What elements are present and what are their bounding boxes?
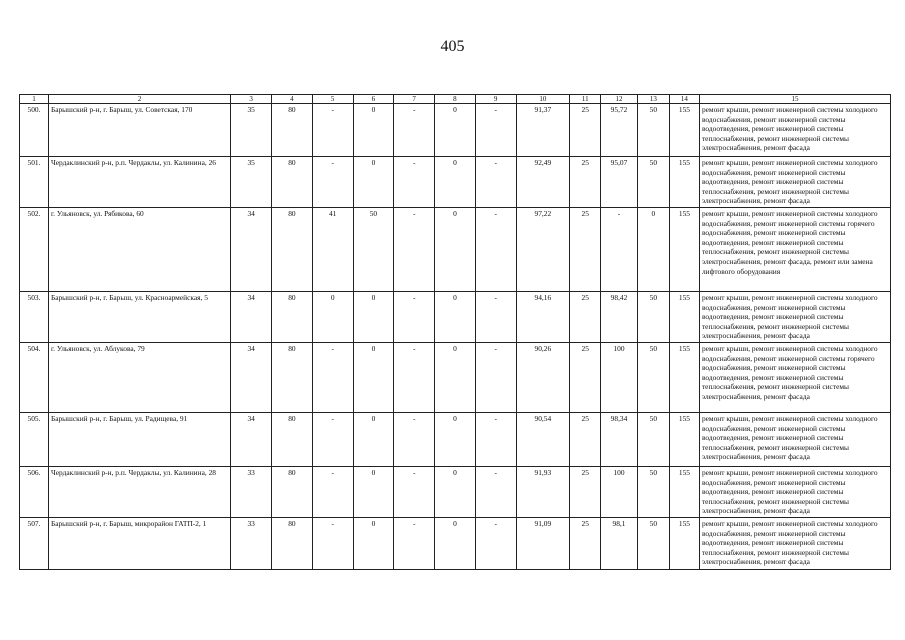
col-11-cell: 25 [570, 342, 601, 412]
page-number: 405 [440, 38, 465, 55]
table-row [20, 412, 891, 466]
address-cell: Барышский р-н, г. Барыш, ул. Советская, 170 [48, 104, 230, 157]
column-index-1: 1 [20, 95, 49, 104]
col-5-cell: - [312, 517, 353, 569]
col-9-cell: - [475, 466, 516, 517]
column-index-9: 9 [475, 95, 516, 104]
col-11-cell: 25 [570, 466, 601, 517]
repair-works-cell: ремонт крыши, ремонт инженерной системы холодного водоснабжения, ремонт инженерной системы водоотведения, ремонт инженерной системы теплоснабжения, ремонт инженерной системы электроснабжения, ремонт фасада [699, 412, 890, 466]
column-index-13: 13 [637, 95, 669, 104]
col-10-cell: 91,37 [516, 104, 570, 157]
col-6-cell: 0 [353, 104, 394, 157]
col-6-cell: 0 [353, 466, 394, 517]
col-5-cell: - [312, 466, 353, 517]
col-4-cell: 80 [272, 517, 313, 569]
col-12-cell: 95,72 [601, 104, 637, 157]
col-9-cell: - [475, 157, 516, 208]
table-row [20, 207, 891, 291]
row-number-cell: 506. [20, 466, 49, 517]
col-7-cell: - [394, 104, 435, 157]
col-12-cell: - [601, 207, 637, 291]
col-5-cell: - [312, 342, 353, 412]
col-14-cell: 155 [669, 207, 699, 291]
address-cell: Чердаклинский р-н, р.п. Чердаклы, ул. Калинина, 28 [48, 466, 230, 517]
col-4-cell: 80 [272, 412, 313, 466]
column-index-8: 8 [435, 95, 476, 104]
col-7-cell: - [394, 466, 435, 517]
address-cell: г. Ульяновск, ул. Аблукова, 79 [48, 342, 230, 412]
col-14-cell: 155 [669, 412, 699, 466]
col-8-cell: 0 [435, 466, 476, 517]
capital-repair-table [19, 94, 891, 570]
col-14-cell: 155 [669, 291, 699, 342]
address-cell: Барышский р-н, г. Барыш, микрорайон ГАТП-2, 1 [48, 517, 230, 569]
col-9-cell: - [475, 517, 516, 569]
col-6-cell: 50 [353, 207, 394, 291]
col-10-cell: 92,49 [516, 157, 570, 208]
column-index-row [20, 95, 891, 104]
column-index-3: 3 [231, 95, 272, 104]
repair-works-cell: ремонт крыши, ремонт инженерной системы холодного водоснабжения, ремонт инженерной системы водоотведения, ремонт инженерной системы теплоснабжения, ремонт инженерной системы электроснабжения, ремонт фасада [699, 157, 890, 208]
col-8-cell: 0 [435, 291, 476, 342]
col-10-cell: 91,09 [516, 517, 570, 569]
col-11-cell: 25 [570, 517, 601, 569]
repair-works-cell: ремонт крыши, ремонт инженерной системы холодного водоснабжения, ремонт инженерной системы водоотведения, ремонт инженерной системы теплоснабжения, ремонт инженерной системы электроснабжения, ремонт фасада [699, 291, 890, 342]
col-4-cell: 80 [272, 207, 313, 291]
col-3-cell: 34 [231, 291, 272, 342]
col-4-cell: 80 [272, 291, 313, 342]
col-6-cell: 0 [353, 291, 394, 342]
col-10-cell: 90,54 [516, 412, 570, 466]
col-12-cell: 98,42 [601, 291, 637, 342]
col-7-cell: - [394, 291, 435, 342]
repair-works-cell: ремонт крыши, ремонт инженерной системы холодного водоснабжения, ремонт инженерной системы горячего водоснабжения, ремонт инженерной системы водоотведения, ремонт инженерной системы теплоснабжения, ремонт инженерной системы электроснабжения, ремонт фасада, ремонт или замена лифтового оборудования [699, 207, 890, 291]
col-11-cell: 25 [570, 104, 601, 157]
row-number-cell: 501. [20, 157, 49, 208]
col-6-cell: 0 [353, 157, 394, 208]
col-5-cell: - [312, 412, 353, 466]
col-3-cell: 35 [231, 157, 272, 208]
col-7-cell: - [394, 412, 435, 466]
col-9-cell: - [475, 342, 516, 412]
col-4-cell: 80 [272, 466, 313, 517]
col-9-cell: - [475, 104, 516, 157]
row-number-cell: 503. [20, 291, 49, 342]
col-13-cell: 50 [637, 412, 669, 466]
col-3-cell: 34 [231, 207, 272, 291]
column-index-11: 11 [570, 95, 601, 104]
row-number-cell: 500. [20, 104, 49, 157]
repair-works-cell: ремонт крыши, ремонт инженерной системы холодного водоснабжения, ремонт инженерной системы водоотведения, ремонт инженерной системы теплоснабжения, ремонт инженерной системы электроснабжения, ремонт фасада [699, 104, 890, 157]
row-number-cell: 507. [20, 517, 49, 569]
col-5-cell: - [312, 157, 353, 208]
col-14-cell: 155 [669, 104, 699, 157]
col-7-cell: - [394, 342, 435, 412]
col-10-cell: 90,26 [516, 342, 570, 412]
col-5-cell: 41 [312, 207, 353, 291]
col-13-cell: 50 [637, 466, 669, 517]
column-index-2: 2 [48, 95, 230, 104]
col-8-cell: 0 [435, 104, 476, 157]
col-8-cell: 0 [435, 207, 476, 291]
row-number-cell: 502. [20, 207, 49, 291]
column-index-7: 7 [394, 95, 435, 104]
col-3-cell: 34 [231, 342, 272, 412]
col-11-cell: 25 [570, 207, 601, 291]
col-7-cell: - [394, 207, 435, 291]
col-9-cell: - [475, 412, 516, 466]
column-index-15: 15 [699, 95, 890, 104]
col-7-cell: - [394, 157, 435, 208]
column-index-4: 4 [272, 95, 313, 104]
col-14-cell: 155 [669, 517, 699, 569]
col-5-cell: 0 [312, 291, 353, 342]
col-9-cell: - [475, 207, 516, 291]
col-12-cell: 100 [601, 342, 637, 412]
col-6-cell: 0 [353, 517, 394, 569]
col-13-cell: 50 [637, 104, 669, 157]
address-cell: Чердаклинский р-н, р.п. Чердаклы, ул. Калинина, 26 [48, 157, 230, 208]
table-body [20, 95, 891, 570]
col-14-cell: 155 [669, 466, 699, 517]
col-11-cell: 25 [570, 412, 601, 466]
col-5-cell: - [312, 104, 353, 157]
col-8-cell: 0 [435, 342, 476, 412]
row-number-cell: 505. [20, 412, 49, 466]
column-index-6: 6 [353, 95, 394, 104]
col-6-cell: 0 [353, 412, 394, 466]
col-13-cell: 50 [637, 157, 669, 208]
col-8-cell: 0 [435, 412, 476, 466]
col-11-cell: 25 [570, 157, 601, 208]
column-index-14: 14 [669, 95, 699, 104]
repair-works-cell: ремонт крыши, ремонт инженерной системы холодного водоснабжения, ремонт инженерной системы водоотведения, ремонт инженерной системы теплоснабжения, ремонт инженерной системы электроснабжения, ремонт фасада [699, 466, 890, 517]
col-12-cell: 95,07 [601, 157, 637, 208]
col-10-cell: 94,16 [516, 291, 570, 342]
col-3-cell: 33 [231, 517, 272, 569]
col-12-cell: 100 [601, 466, 637, 517]
col-14-cell: 155 [669, 342, 699, 412]
table-row [20, 104, 891, 157]
col-13-cell: 50 [637, 517, 669, 569]
col-9-cell: - [475, 291, 516, 342]
col-11-cell: 25 [570, 291, 601, 342]
table-row [20, 517, 891, 569]
col-13-cell: 0 [637, 207, 669, 291]
row-number-cell: 504. [20, 342, 49, 412]
column-index-10: 10 [516, 95, 570, 104]
col-12-cell: 98,1 [601, 517, 637, 569]
col-6-cell: 0 [353, 342, 394, 412]
col-13-cell: 50 [637, 342, 669, 412]
col-13-cell: 50 [637, 291, 669, 342]
repair-works-cell: ремонт крыши, ремонт инженерной системы холодного водоснабжения, ремонт инженерной системы горячего водоснабжения, ремонт инженерной системы водоотведения, ремонт инженерной системы теплоснабжения, ремонт инженерной системы электроснабжения, ремонт фасада [699, 342, 890, 412]
col-4-cell: 80 [272, 342, 313, 412]
table-row [20, 466, 891, 517]
table-row [20, 342, 891, 412]
col-10-cell: 97,22 [516, 207, 570, 291]
col-8-cell: 0 [435, 517, 476, 569]
table-row [20, 291, 891, 342]
col-12-cell: 98,34 [601, 412, 637, 466]
col-3-cell: 35 [231, 104, 272, 157]
address-cell: Барышский р-н, г. Барыш, ул. Красноармейская, 5 [48, 291, 230, 342]
col-3-cell: 34 [231, 412, 272, 466]
col-10-cell: 91,93 [516, 466, 570, 517]
col-4-cell: 80 [272, 104, 313, 157]
col-7-cell: - [394, 517, 435, 569]
col-14-cell: 155 [669, 157, 699, 208]
repair-works-cell: ремонт крыши, ремонт инженерной системы холодного водоснабжения, ремонт инженерной системы водоотведения, ремонт инженерной системы теплоснабжения, ремонт инженерной системы электроснабжения, ремонт фасада [699, 517, 890, 569]
col-4-cell: 80 [272, 157, 313, 208]
column-index-12: 12 [601, 95, 637, 104]
col-8-cell: 0 [435, 157, 476, 208]
column-index-5: 5 [312, 95, 353, 104]
table-row [20, 157, 891, 208]
address-cell: г. Ульяновск, ул. Рябикова, 60 [48, 207, 230, 291]
address-cell: Барышский р-н, г. Барыш, ул. Радищева, 91 [48, 412, 230, 466]
col-3-cell: 33 [231, 466, 272, 517]
